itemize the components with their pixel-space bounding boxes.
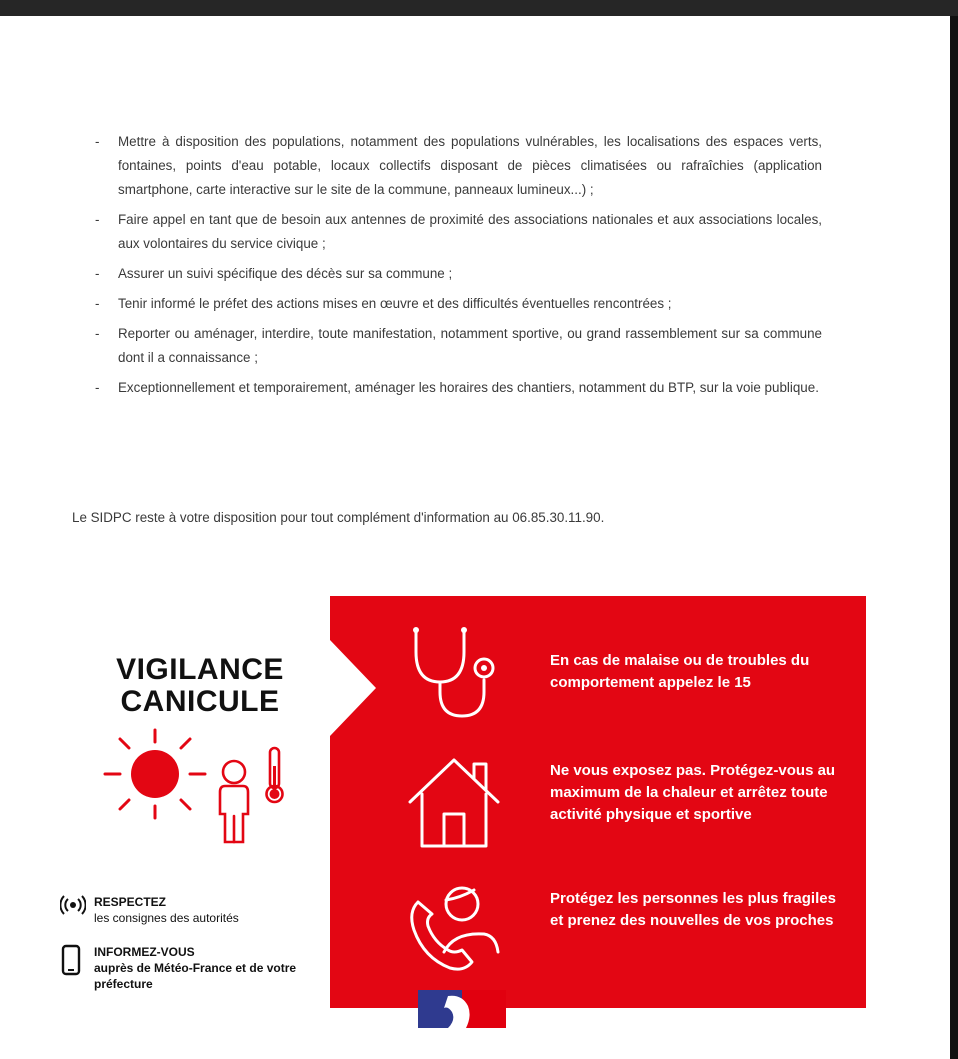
top-bar bbox=[0, 0, 958, 16]
list-item bbox=[90, 292, 822, 316]
bullet-marker: - bbox=[95, 296, 100, 311]
right-edge-bar bbox=[950, 16, 958, 1059]
stethoscope-icon bbox=[406, 626, 496, 731]
list-item-text: Tenir informé le préfet des actions mises en œuvre et des difficultés éventuelles rencontrées ; bbox=[118, 296, 672, 311]
poster-title-line1: VIGILANCE bbox=[116, 653, 284, 686]
bullet-marker: - bbox=[95, 326, 100, 341]
legend-informez-head: INFORMEZ-VOUS bbox=[94, 945, 195, 959]
legend-respectez-head: RESPECTEZ bbox=[94, 895, 167, 909]
list-item bbox=[90, 376, 822, 400]
bullet-marker: - bbox=[95, 266, 100, 281]
poster-title bbox=[100, 654, 300, 718]
list-item-text: Mettre à disposition des populations, notamment des populations vulnérables, les localisations des espaces verts, fontaines, points d'eau potable, locaux collectifs disposant de pièces climatisées ou rafraîchies (application smartphone, carte interactive sur le site de la commune, panneaux lumineux...) ; bbox=[118, 134, 822, 197]
advice-text: Protégez les personnes les plus fragiles et prenez des nouvelles de vos proches bbox=[550, 890, 836, 929]
sun-icon bbox=[100, 726, 300, 856]
advice-text: En cas de malaise ou de troubles du comportement appelez le 15 bbox=[550, 652, 810, 691]
advice-text: Ne vous exposez pas. Protégez-vous au maximum de la chaleur et arrêtez toute activité physique et sportive bbox=[550, 762, 836, 823]
list-item-text: Reporter ou aménager, interdire, toute manifestation, notamment sportive, ou grand rassemblement sur sa commune dont il a connaissance ; bbox=[118, 326, 822, 365]
list-item bbox=[90, 322, 822, 370]
marianne-logo bbox=[418, 990, 506, 1028]
house-icon bbox=[406, 754, 502, 855]
list-item bbox=[90, 262, 822, 286]
list-item bbox=[90, 130, 822, 202]
legend-informez-body: auprès de Météo-France et de votre préfecture bbox=[94, 961, 297, 991]
red-advice-panel bbox=[330, 596, 866, 1008]
phone-person-icon bbox=[406, 880, 502, 981]
list-item-text: Assurer un suivi spécifique des décès sur sa commune ; bbox=[118, 266, 453, 281]
list-item-text: Faire appel en tant que de besoin aux antennes de proximité des associations nationales et aux associations locales, aux volontaires du service civique ; bbox=[118, 212, 822, 251]
list-item-text: Exceptionnellement et temporairement, aménager les horaires des chantiers, notamment du BTP, sur la voie publique. bbox=[118, 380, 819, 395]
measures-list bbox=[90, 130, 822, 406]
contact-line: Le SIDPC reste à votre disposition pour tout complément d'information au 06.85.30.11.90. bbox=[72, 510, 605, 525]
broadcast-icon bbox=[60, 894, 86, 920]
list-item bbox=[90, 208, 822, 256]
smartphone-icon bbox=[60, 944, 82, 980]
bullet-marker: - bbox=[95, 134, 100, 149]
heat-illustration bbox=[100, 726, 300, 861]
bullet-marker: - bbox=[95, 380, 100, 395]
poster-title-line2: CANICULE bbox=[120, 685, 280, 718]
legend-respectez-body: les consignes des autorités bbox=[94, 911, 239, 925]
poster-left-panel bbox=[40, 640, 340, 1020]
bullet-marker: - bbox=[95, 212, 100, 227]
